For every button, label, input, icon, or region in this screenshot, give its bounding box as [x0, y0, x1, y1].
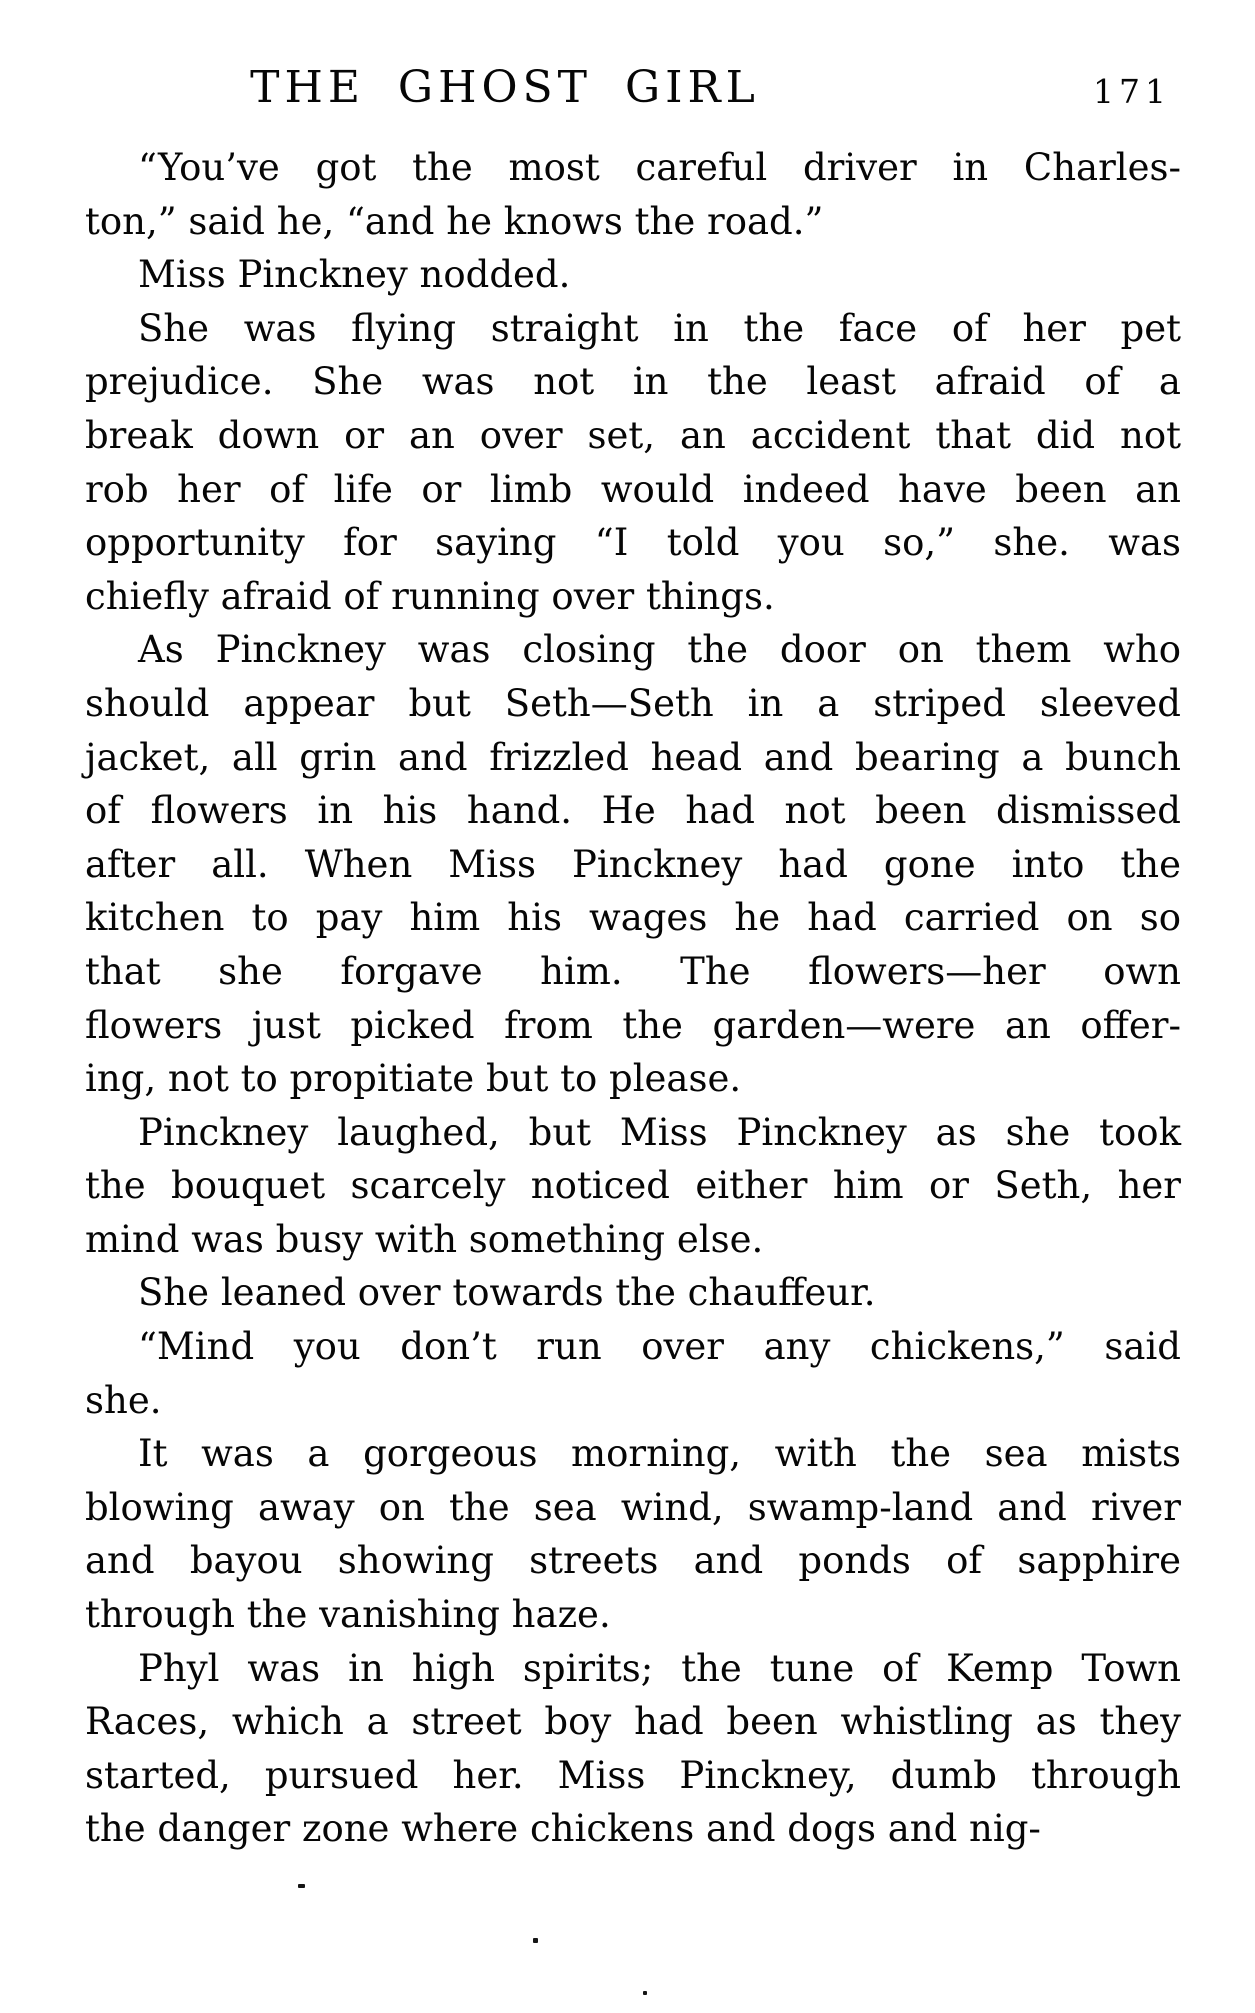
text-line: that she forgave him. The flowers—her own [85, 949, 1181, 993]
text-line: the danger zone where chickens and dogs and nig- [85, 1807, 1041, 1851]
text-line: rob her of life or limb would indeed have been an [85, 467, 1181, 511]
text-line: flowers just picked from the garden—were an offer- [85, 1003, 1181, 1047]
text-line: Pinckney laughed, but Miss Pinckney as she took [138, 1110, 1181, 1154]
page-number: 171 [1093, 72, 1171, 111]
text-line: opportunity for saying “I told you so,” she. was [85, 521, 1181, 565]
text-line: ton,” said he, “and he knows the road.” [85, 199, 824, 243]
text-line: As Pinckney was closing the door on them who [138, 628, 1181, 672]
text-line: kitchen to pay him his wages he had carried on so [85, 896, 1181, 940]
text-line: the bouquet scarcely noticed either him or Seth, her [85, 1164, 1181, 1208]
text-line: through the vanishing haze. [85, 1593, 611, 1637]
text-line: blowing away on the sea wind, swamp-land and river [85, 1485, 1181, 1529]
text-line: She was flying straight in the face of her pet [138, 306, 1181, 350]
text-line: ing, not to propitiate but to please. [85, 1057, 742, 1101]
text-line: prejudice. She was not in the least afraid of a [85, 360, 1181, 404]
text-line: and bayou showing streets and ponds of sapphire [85, 1539, 1181, 1583]
text-line: “Mind you don’t run over any chickens,” said [138, 1325, 1181, 1369]
text-line: “You’ve got the most careful driver in Charles- [138, 146, 1181, 189]
scan-speck [643, 1991, 647, 1995]
scan-speck [298, 1884, 305, 1888]
text-line: chiefly afraid of running over things. [85, 574, 775, 618]
running-title: THE GHOST GIRL [250, 62, 760, 113]
text-line: break down or an over set, an accident that did not [85, 413, 1181, 457]
text-line: after all. When Miss Pinckney had gone into the [85, 842, 1181, 886]
text-line: jacket, all grin and frizzled head and bearing a bunch [85, 735, 1181, 779]
text-line: Phyl was in high spirits; the tune of Kemp Town [138, 1646, 1181, 1690]
text-line: It was a gorgeous morning, with the sea mists [138, 1432, 1181, 1476]
text-line: should appear but Seth—Seth in a striped sleeved [85, 681, 1181, 725]
text-line: mind was busy with something else. [85, 1217, 764, 1261]
text-line: of flowers in his hand. He had not been dismissed [85, 789, 1181, 833]
scan-speck [533, 1938, 538, 1943]
text-line: Miss Pinckney nodded. [138, 253, 571, 297]
page-body [85, 141, 1181, 1856]
text-line: started, pursued her. Miss Pinckney, dumb through [85, 1753, 1181, 1797]
text-line: Races, which a street boy had been whistling as they [85, 1700, 1181, 1744]
text-line: she. [85, 1378, 162, 1422]
text-line: She leaned over towards the chauffeur. [138, 1271, 876, 1315]
